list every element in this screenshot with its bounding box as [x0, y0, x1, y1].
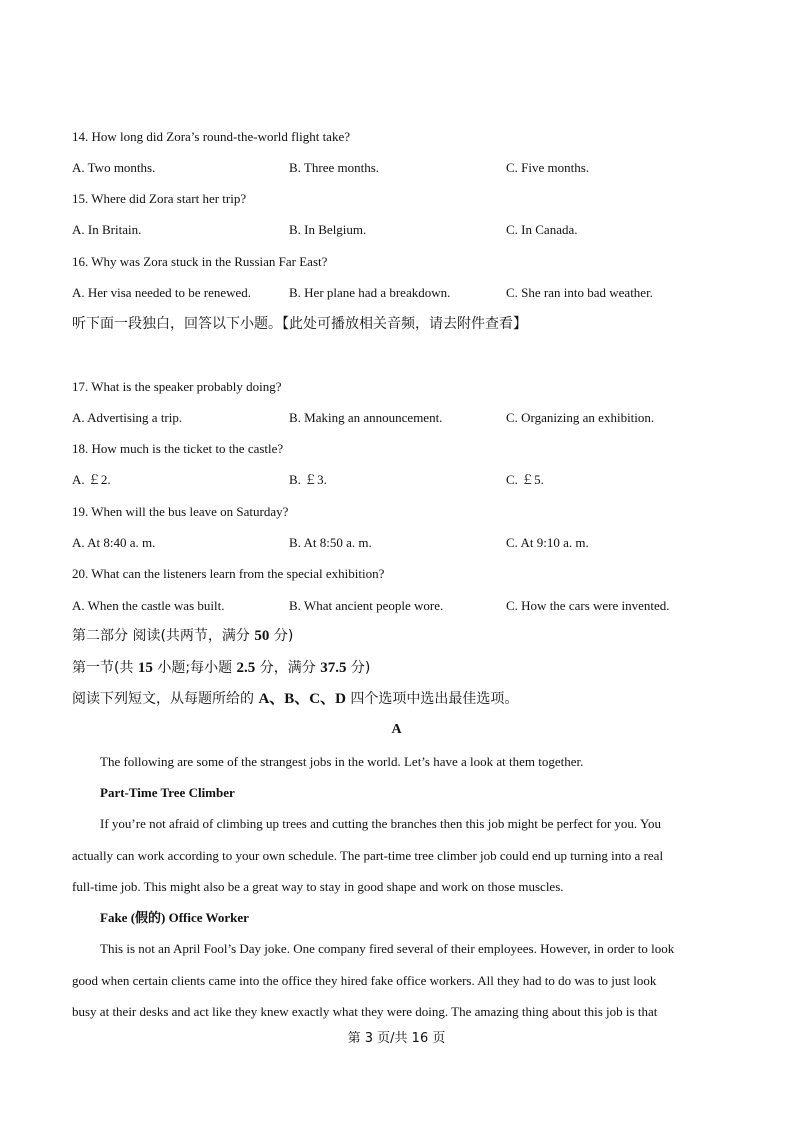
q14-option-a: A. Two months. — [72, 160, 156, 175]
section-2-part-1-heading: 第一节(共 15 小题;每小题 2.5 分，满分 37.5 分) — [72, 660, 371, 676]
q15-option-a: A. In Britain. — [72, 222, 142, 237]
question-19: 19. When will the bus leave on Saturday? — [72, 504, 289, 519]
q17-option-c: C. Organizing an exhibition. — [506, 410, 655, 425]
q16-option-b: B. Her plane had a breakdown. — [289, 285, 451, 300]
reading-instruction: 阅读下列短文，从每题所给的 A、B、C、D 四个选项中选出最佳选项。 — [72, 691, 519, 707]
q14-option-b: B. Three months. — [289, 160, 380, 175]
question-20: 20. What can the listeners learn from the special exhibition? — [72, 566, 385, 581]
q14-option-c: C. Five months. — [506, 160, 590, 175]
job-1-line: actually can work according to your own schedule. The part-time tree climber job could end up turning into a real — [72, 847, 664, 863]
question-17: 17. What is the speaker probably doing? — [72, 379, 282, 394]
job-2-line: busy at their desks and act like they knew exactly what they were doing. The amazing thing about this job is that — [72, 1004, 658, 1019]
job-2-line: good when certain clients came into the office they hired fake office workers. All they had to do was to just look — [72, 972, 657, 988]
job-1-title: Part-Time Tree Climber — [100, 785, 235, 800]
q18-option-a: A. ￡2. — [72, 472, 111, 487]
job-2-title: Fake (假的) Office Worker — [100, 910, 249, 925]
q16-option-c: C. She ran into bad weather. — [506, 285, 653, 300]
q19-option-a: A. At 8:40 a. m. — [72, 535, 156, 550]
q18-option-b: B. ￡3. — [289, 472, 327, 487]
q17-option-b: B. Making an announcement. — [289, 410, 443, 425]
section-2-heading: 第二部分 阅读(共两节，满分 50 分) — [72, 628, 294, 644]
question-16: 16. Why was Zora stuck in the Russian Far East? — [72, 254, 328, 269]
job-1-line: If you’re not afraid of climbing up trees and cutting the branches then this job might be perfect for you. You — [100, 816, 662, 831]
q19-option-b: B. At 8:50 a. m. — [289, 535, 372, 550]
passage-label: A — [391, 722, 402, 737]
q17-option-a: A. Advertising a trip. — [72, 410, 183, 425]
q15-option-b: B. In Belgium. — [289, 222, 367, 237]
job-1-paragraph — [72, 808, 722, 903]
question-18: 18. How much is the ticket to the castle? — [72, 441, 284, 456]
question-14: 14. How long did Zora’s round-the-world flight take? — [72, 129, 350, 144]
q15-option-c: C. In Canada. — [506, 222, 578, 237]
q20-option-b: B. What ancient people wore. — [289, 598, 444, 613]
q19-option-c: C. At 9:10 a. m. — [506, 535, 589, 550]
listening-instruction: 听下面一段独白，回答以下小题。【此处可播放相关音频，请去附件查看】 — [72, 316, 527, 332]
job-1-line: full-time job. This might also be a great way to stay in good shape and work on those muscles. — [72, 879, 564, 894]
q16-option-a: A. Her visa needed to be renewed. — [72, 285, 252, 300]
job-2-paragraph — [72, 933, 722, 1028]
job-2-line: This is not an April Fool’s Day joke. One company fired several of their employees. However, in order to look — [100, 941, 675, 956]
q20-option-c: C. How the cars were invented. — [506, 598, 670, 613]
q18-option-c: C. ￡5. — [506, 472, 544, 487]
page-number: 第 3 页/共 16 页 — [347, 1031, 446, 1046]
question-15: 15. Where did Zora start her trip? — [72, 191, 247, 206]
passage-intro: The following are some of the strangest jobs in the world. Let’s have a look at them together. — [100, 754, 584, 769]
q20-option-a: A. When the castle was built. — [72, 598, 225, 613]
